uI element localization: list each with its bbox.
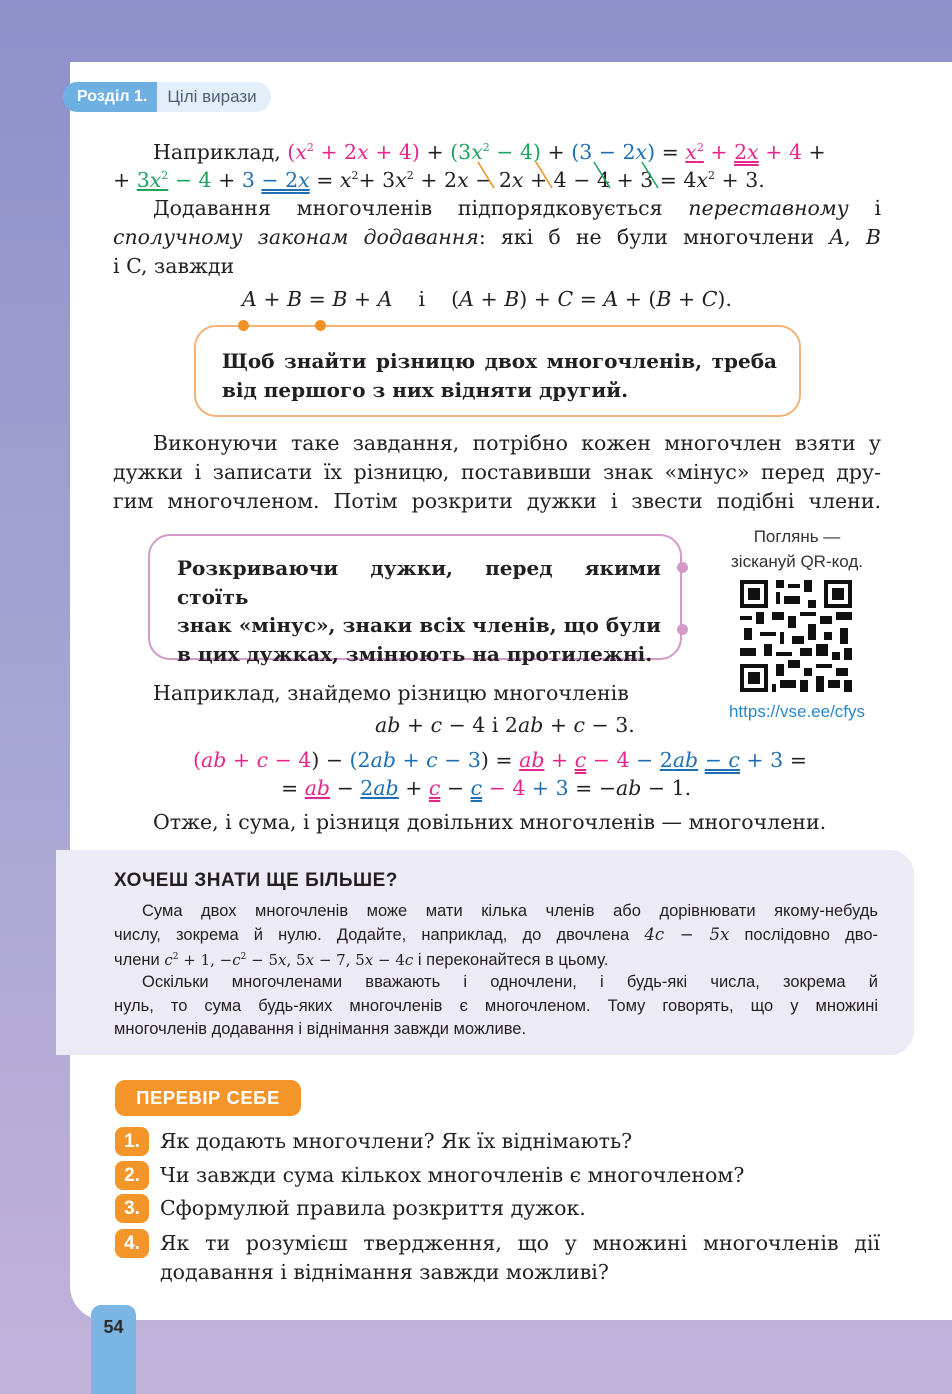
question-number: 3. xyxy=(115,1194,149,1223)
question-number: 4. xyxy=(115,1229,149,1258)
para2-line2: дужки і записати їх різницю, поставивши знак «мінус» перед дру- xyxy=(113,460,881,484)
laws-connector: і xyxy=(418,287,426,311)
laws-conj: і xyxy=(874,196,881,220)
law-commutative: переставному xyxy=(688,196,849,220)
rule2-line3: в цих дужках, змінюють на протилежні. xyxy=(177,641,653,666)
question-3: Сформулюй правила розкриття дужок. xyxy=(160,1196,586,1220)
example2-line2: = ab − 2ab + c − c − 4 + 3 = −ab − 1. xyxy=(281,776,692,800)
more-info-box xyxy=(56,850,914,1055)
question-number: 2. xyxy=(115,1161,149,1190)
question-4-cont: додавання і віднімання завжди можливі? xyxy=(160,1260,609,1284)
question-1: Як додають многочлени? Як їх віднімають? xyxy=(160,1129,633,1153)
rule-dot xyxy=(315,320,326,331)
rule2-line2: знак «мінус», знаки всіх членів, що були xyxy=(177,613,661,637)
more-p1b-pre: числу, зокрема й нулю. Додайте, наприклад, до двочлена xyxy=(114,926,630,944)
example2-line1: (ab + c − 4) − (2ab + c − 3) = ab + c − 4 − 2ab − c + 3 = xyxy=(193,748,807,772)
para2-line1: Виконуючи таке завдання, потрібно кожен многочлен взяти у xyxy=(153,431,881,455)
question-4: Як ти розумієш твердження, що у множині многочленів дії xyxy=(160,1231,880,1255)
example1-line2: + $3x^2 - 4 + 3 - 2x = x^2+ 3x^2 + 2x - 2x + 4 - 4 + 3 = 4x^2 + 3$. xyxy=(113,167,765,192)
more-p2a: Оскільки многочленами вважають і одночлени, і будь-які числа, зокрема й xyxy=(142,973,878,991)
more-p1b-post: послідовно дво- xyxy=(744,926,878,944)
more-p1c-post: і переконайтеся в цьому. xyxy=(417,951,609,969)
laws-line3: і C, завжди xyxy=(113,254,235,278)
chapter-tab xyxy=(63,82,271,112)
rule1-line2: від першого з них відняти другий. xyxy=(222,377,629,402)
more-p1c: члени $c^2 + 1$, $-c^2 - 5x$, 5x − 7, 5x − 4c і переконайтеся в цьому. xyxy=(114,951,609,969)
more-title: ХОЧЕШ ЗНАТИ ЩЕ БІЛЬШЕ? xyxy=(114,870,398,891)
rule-box-minus xyxy=(148,534,682,666)
more-p2c: многочленів додавання і віднімання завжди можливе. xyxy=(114,1020,527,1038)
rule-box-difference xyxy=(194,325,801,417)
more-p1a: Сума двох многочленів може мати кілька членів або дорівнювати якому-небудь xyxy=(142,902,878,920)
laws-text-1: Додавання многочленів підпорядковується xyxy=(153,196,663,220)
more-p1b: числу, зокрема й нулю. Додайте, наприклад, до двочлена 4c − 5x послідовно дво- xyxy=(114,925,878,944)
example1-line1: Наприклад, $(x^2 + 2x + 4) + (3x^2 - 4) + (3 - 2x) = x^2 + 2x + 4$ + xyxy=(153,139,826,164)
qr-caption-2: зіскануй QR-код. xyxy=(731,552,863,571)
check-yourself-badge: ПЕРЕВІР СЕБЕ xyxy=(115,1080,301,1116)
qr-code-icon[interactable] xyxy=(740,580,852,692)
law-associative: сполучному законам додавання xyxy=(113,225,479,249)
qr-link[interactable]: https://vse.ee/cfys xyxy=(728,702,866,721)
chapter-number: Розділ 1. xyxy=(63,82,157,112)
example2-conj: і xyxy=(491,713,499,737)
laws-line1 xyxy=(153,194,881,223)
more-p2b: нуль, то сума будь-яких многочленів є многочленом. Тому говорять, що у множині xyxy=(114,997,878,1015)
question-number: 1. xyxy=(115,1127,149,1156)
qr-caption-1: Поглянь — xyxy=(753,527,841,546)
example2-polys: ab + c − 4 і 2ab + c − 3. xyxy=(375,713,635,737)
example2-intro: Наприклад, знайдемо різницю многочленів xyxy=(153,681,629,705)
more-p1c-pre: члени xyxy=(114,951,160,969)
chapter-name: Цілі вирази xyxy=(157,82,270,112)
laws-line2: сполучному законам додавання: які б не були многочлени A, B xyxy=(113,225,881,249)
para2-line3: гим многочленом. Потім розкрити дужки і звести подібні члени. xyxy=(113,489,881,513)
example1-intro: Наприклад, xyxy=(153,139,281,164)
page-number: 54 xyxy=(91,1305,136,1394)
question-2: Чи завжди сума кількох многочленів є многочленом? xyxy=(160,1163,745,1187)
rule1-line1: Щоб знайти різницю двох многочленів, треба xyxy=(222,349,777,373)
conclusion: Отже, і сума, і різниця довільних многочленів — многочлени. xyxy=(153,810,827,834)
rule-dot xyxy=(238,320,249,331)
laws-formula: A + B = B + A і (A + B) + C = A + (B + C). xyxy=(242,287,732,311)
rule-dot xyxy=(677,562,688,573)
rule2-line1: Розкриваючи дужки, перед якими стоїть xyxy=(177,556,661,609)
laws-text-2: : які б не були многочлени xyxy=(478,225,815,249)
qr-caption xyxy=(712,524,882,574)
cancel-marks xyxy=(470,158,670,194)
rule-dot xyxy=(677,624,688,635)
